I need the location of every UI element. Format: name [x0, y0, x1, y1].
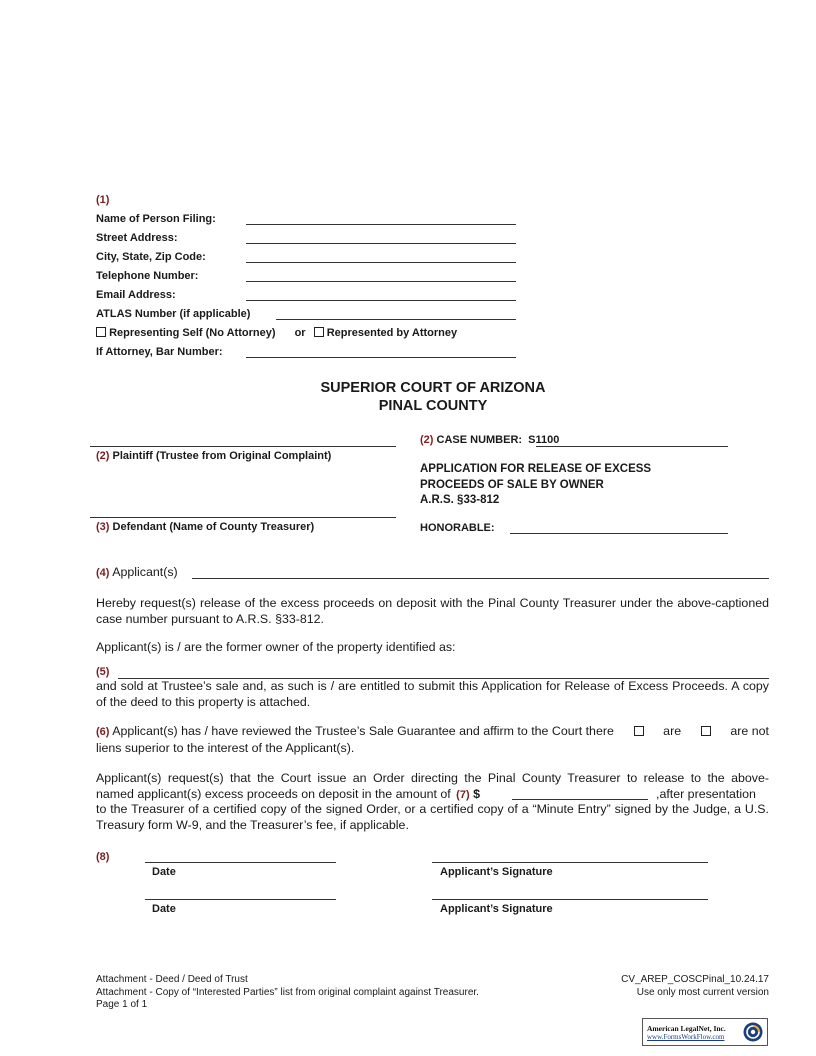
defendant-number: (3)	[96, 521, 110, 533]
date-label-2: Date	[152, 903, 176, 915]
amount-input[interactable]	[512, 799, 648, 800]
order-rest: to the Treasurer of a certified copy of the signed Order, or a certified copy of a “Minute Entry” signed by the Judge, a U.S. Treasury form W-9, and the Treasurer’s fee, if applicable.	[96, 802, 769, 832]
case-number-index: (2)	[420, 434, 434, 446]
liens-are-not-label: are not	[730, 724, 769, 738]
liens-are-not-checkbox[interactable]	[701, 726, 711, 736]
or-text: or	[294, 327, 306, 339]
bar-number-input[interactable]	[246, 357, 516, 358]
signature-input-2[interactable]	[432, 899, 708, 900]
date-input-1[interactable]	[145, 862, 336, 863]
order-amount-suffix: ,after presentation	[656, 786, 756, 801]
footer-left	[96, 974, 536, 1012]
plaintiff-input[interactable]	[90, 446, 396, 447]
footer-form-code: CV_AREP_COSCPinal_10.24.17	[621, 974, 769, 985]
applicants-row	[96, 565, 178, 579]
case-number-line	[536, 446, 728, 447]
guarantee-paragraph	[96, 724, 769, 756]
order-amount-prefix: named applicant(s) excess proceeds on deposit in the amount of	[96, 786, 451, 801]
logo-globe-icon	[742, 1021, 764, 1043]
plaintiff-label: Plaintiff (Trustee from Original Complaint)	[112, 450, 332, 462]
street-label: Street Address:	[96, 232, 178, 244]
application-title	[420, 462, 651, 509]
name-label: Name of Person Filing:	[96, 213, 216, 225]
application-title-line3: A.R.S. §33-812	[420, 494, 500, 506]
represented-attorney-label: Represented by Attorney	[326, 327, 458, 339]
footer-attachment-deed: Attachment - Deed / Deed of Trust	[96, 974, 248, 985]
court-title	[233, 379, 633, 415]
defendant-label: Defendant (Name of County Treasurer)	[112, 521, 315, 533]
honorable-input[interactable]	[510, 533, 728, 534]
signature-input-1[interactable]	[432, 862, 708, 863]
logo-website: www.FormsWorkFlow.com	[647, 1033, 725, 1041]
court-name: SUPERIOR COURT OF ARIZONA	[320, 380, 546, 396]
amount-symbol: $	[473, 786, 480, 801]
signature-label-2: Applicant’s Signature	[440, 903, 553, 915]
case-number-row	[420, 434, 559, 446]
footer-right	[560, 974, 769, 999]
order-line1: Applicant(s) request(s) that the Court issue an Order directing the Pinal County Treasurer to release to the above-	[96, 771, 769, 785]
property-number: (5)	[96, 666, 110, 678]
date-label-1: Date	[152, 866, 176, 878]
application-title-line1: APPLICATION FOR RELEASE OF EXCESS	[420, 463, 652, 475]
sale-paragraph: and sold at Trustee’s sale and, as such is / are entitled to submit this Application for Release of Excess Proceeds. A copy of the deed to this property is attached.	[96, 679, 769, 709]
phone-label: Telephone Number:	[96, 270, 199, 282]
amount-number: (7)	[456, 788, 470, 801]
defendant-input[interactable]	[90, 517, 396, 518]
court-county: PINAL COUNTY	[378, 398, 488, 414]
atlas-label: ATLAS Number (if applicable)	[96, 308, 251, 320]
guarantee-text-continued: liens superior to the interest of the Applicant(s).	[96, 740, 355, 755]
order-line2	[96, 787, 769, 803]
applicants-label: Applicant(s)	[112, 565, 178, 579]
case-number-value[interactable]: S1100	[528, 434, 560, 446]
footer-page-number: Page 1 of 1	[96, 999, 148, 1010]
application-title-line2: PROCEEDS OF SALE BY OWNER	[420, 478, 604, 491]
represented-attorney-checkbox[interactable]	[314, 327, 324, 337]
section-number-1: (1)	[96, 194, 110, 206]
signature-label-1: Applicant’s Signature	[440, 866, 553, 878]
email-input[interactable]	[246, 300, 516, 301]
street-input[interactable]	[246, 243, 516, 244]
request-paragraph: Hereby request(s) release of the excess proceeds on deposit with the Pinal County Treasurer under the above-captioned case number pursuant to A.R.S. §33-812.	[96, 596, 769, 626]
liens-are-label: are	[663, 724, 682, 738]
representing-self-label: Representing Self (No Attorney)	[109, 327, 276, 339]
representing-self-checkbox[interactable]	[96, 327, 106, 337]
signature-number: (8)	[96, 851, 110, 863]
guarantee-number: (6)	[96, 726, 110, 738]
plaintiff-number: (2)	[96, 450, 110, 462]
case-number-label: CASE NUMBER:	[436, 434, 523, 446]
applicants-input[interactable]	[192, 578, 769, 579]
applicants-number: (4)	[96, 567, 110, 579]
liens-are-checkbox[interactable]	[634, 726, 644, 736]
order-paragraph	[96, 771, 769, 833]
defendant-caption	[96, 521, 314, 533]
owner-paragraph: Applicant(s) is / are the former owner of the property identified as:	[96, 640, 456, 654]
honorable-label: HONORABLE:	[420, 522, 495, 534]
bar-number-label: If Attorney, Bar Number:	[96, 346, 223, 358]
date-input-2[interactable]	[145, 899, 336, 900]
representation-row	[96, 327, 457, 339]
legalnet-logo	[642, 1018, 768, 1046]
guarantee-text: Applicant(s) has / have reviewed the Trustee’s Sale Guarantee and affirm to the Court there	[112, 724, 614, 738]
city-input[interactable]	[246, 262, 516, 263]
atlas-input[interactable]	[276, 319, 516, 320]
email-label: Email Address:	[96, 289, 176, 301]
plaintiff-caption	[96, 450, 331, 462]
footer-version-note: Use only most current version	[636, 986, 769, 998]
logo-company: American LegalNet, Inc.	[647, 1024, 726, 1033]
city-label: City, State, Zip Code:	[96, 251, 206, 263]
name-input[interactable]	[246, 224, 516, 225]
footer-attachment-parties: Attachment - Copy of “Interested Parties” list from original complaint against Treasurer.	[96, 986, 479, 998]
phone-input[interactable]	[246, 281, 516, 282]
